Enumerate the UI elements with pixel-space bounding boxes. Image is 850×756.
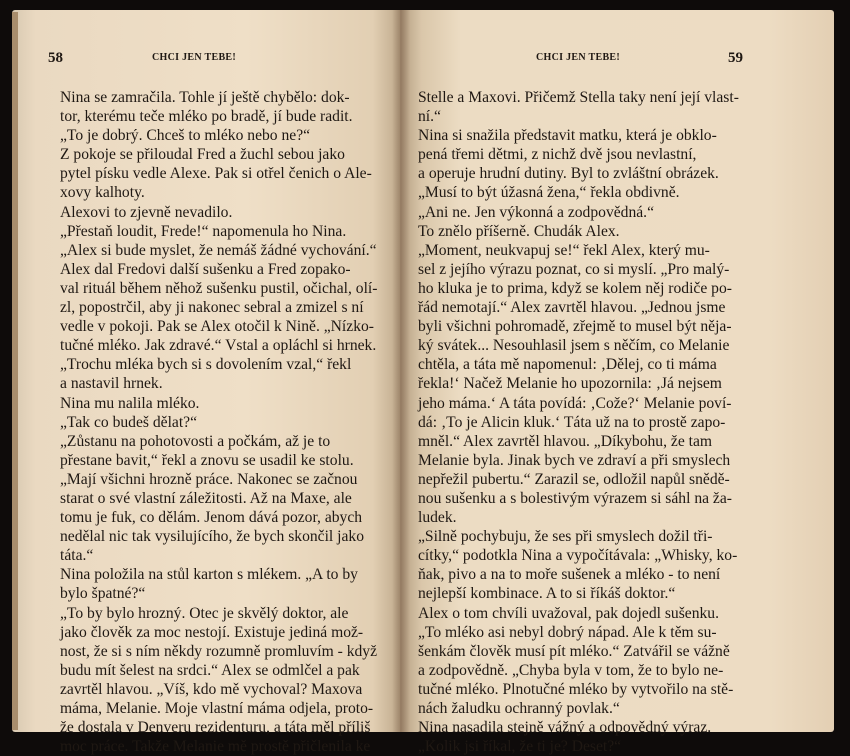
text-line: To znělo příšerně. Chudák Alex.: [418, 222, 620, 240]
right-page: [400, 10, 834, 756]
text-line: zl, popostrčil, aby ji nakonec sebral a zmizel s ní: [60, 299, 364, 317]
text-line: byli všichni pohromadě, zřejmě to musel být něja-: [418, 318, 732, 336]
right-page-text: [418, 88, 739, 756]
text-line: „To mléko asi nebyl dobrý nápad. Ale k těm su-: [418, 623, 717, 641]
text-line: nách žaludku ochranný povlak.“: [418, 700, 620, 717]
text-line: Alexovi to zjevně nevadilo.: [60, 203, 233, 221]
text-line: máma, Melanie. Moje vlastní máma odjela, proto-: [60, 700, 374, 717]
text-line: cítky,“ podotkla Nina a vypočítávala: „Whisky, ko-: [418, 547, 738, 565]
text-line: „To by bylo hrozný. Otec je skvělý doktor, ale: [60, 604, 349, 622]
text-line: Nina si snažila představit matku, která je obklo-: [418, 127, 717, 145]
right-page-number: 59: [728, 50, 743, 66]
text-line: val rituál během něhož sušenku pustil, očichal, olí-: [60, 279, 378, 297]
right-running-head: CHCI JEN TEBE!: [536, 52, 621, 63]
text-line: „Silně pochybuju, že ses při smyslech dožil tři-: [418, 528, 713, 546]
left-page-edge: [12, 12, 18, 730]
text-line: tučné mléko. Plnotučné mléko by vytvořilo na stě-: [418, 680, 734, 698]
left-page-number: 58: [48, 50, 63, 66]
text-line: nou sušenku a s bolestivým výrazem si sáhl na ža-: [418, 489, 732, 507]
text-line: Z pokoje se přiloudal Fred a žuchl sebou jako: [60, 146, 345, 164]
text-line: chtěla, a táta mě napomenul: ‚Dělej, co ti máma: [418, 356, 717, 374]
text-line: ludek.: [418, 509, 457, 527]
text-line: xovy kalhoty.: [60, 184, 145, 202]
left-running-head: CHCI JEN TEBE!: [152, 52, 237, 63]
text-line: a zodpovědně. „Chyba byla v tom, že to bylo ne-: [418, 661, 724, 679]
text-line: „Mají všichni hrozně práce. Nakonec se začnou: [60, 470, 358, 488]
text-line: řekla!‘ Načež Melanie ho upozornila: ‚Já nejsem: [418, 375, 722, 393]
text-line: „Alex si bude myslet, že nemáš žádné vychování.“: [60, 241, 377, 259]
text-line: ní.“: [418, 108, 441, 126]
text-line: Alex o tom chvíli uvažoval, pak dojedl sušenku.: [418, 604, 719, 622]
text-line: dá: ‚To je Alicin kluk.‘ Táta už na to prostě zapo-: [418, 413, 726, 431]
text-line: moc práce. Takže Melanie mě prostě přičlenila ke: [60, 738, 371, 756]
text-line: Nina položila na stůl karton s mlékem. „A to by: [60, 566, 358, 584]
text-line: pená třemi dětmi, z nichž dvě jsou nevlastní,: [418, 146, 697, 164]
book-spread: [8, 10, 838, 756]
text-line: nost, že si s ním někdy rozumně promluvím - když: [60, 642, 378, 660]
text-line: nedělal nic tak vysilujícího, že bych skončil jako: [60, 528, 364, 546]
text-line: že dostala v Denveru rezidenturu, a táta měl příliš: [60, 719, 371, 737]
text-line: Melanie byla. Jinak bych ve zdraví a při smyslech: [418, 451, 731, 469]
text-line: ho kluka je to prima, když se kolem něj rodiče po-: [418, 279, 732, 297]
text-line: „Tak co budeš dělat?“: [60, 413, 198, 431]
text-line: „Musí to být úžasná žena,“ řekla obdivně.: [418, 184, 680, 202]
text-line: přestane bavit,“ řekl a znovu se usadil ke stolu.: [60, 451, 354, 469]
text-line: jako člověk za moc nestojí. Existuje jediná mož-: [60, 623, 364, 641]
text-line: jeho máma.‘ A táta povídá: ‚Cože?‘ Melanie poví-: [418, 394, 732, 412]
left-page-text: [60, 88, 377, 756]
left-page: [12, 10, 404, 756]
text-line: Alex dal Fredovi další sušenku a Fred zopako-: [60, 260, 351, 278]
text-line: šenkám člověk musí pít mléko.“ Zatvářil se vážně: [418, 642, 730, 660]
text-line: „Ani ne. Jen výkonná a zodpovědná.“: [418, 203, 654, 221]
text-line: „To je dobrý. Chceš to mléko nebo ne?“: [60, 127, 311, 145]
text-line: táta.“: [60, 547, 94, 565]
text-line: „Trochu mléka bych si s dovolením vzal,“ řekl: [60, 356, 352, 374]
text-line: tomu je fuk, co dělám. Jenom dává pozor, abych: [60, 509, 363, 527]
text-line: starat o své vlastní záležitosti. Až na Maxe, ale: [60, 489, 352, 507]
text-line: Nina se zamračila. Tohle jí ještě chybělo: dok-: [60, 89, 350, 106]
text-line: nepřežil pubertu.“ Zarazil se, odložil napůl snědě-: [418, 470, 730, 488]
text-line: nejlepší kombinace. A to si říkáš doktor.“: [418, 585, 676, 603]
text-line: a nastavil hrnek.: [60, 375, 163, 393]
text-line: pytel písku vedle Alexe. Pak si otřel čenich o Ale-: [60, 165, 372, 183]
text-line: sel z jejího výrazu poznat, co si myslí. „Pro malý-: [418, 260, 730, 278]
text-line: řád nemotají.“ Alex zavrtěl hlavou. „Jednou jsme: [418, 299, 726, 317]
text-line: „Kolik jsi říkal, že ti je? Deset?“: [418, 738, 622, 756]
text-line: tučné mléko. Jak zdravé.“ Vstal a opláchl si hrnek.: [60, 337, 377, 355]
text-line: ňak, pivo a na to moře sušenek a mléko - to není: [418, 566, 721, 584]
text-line: tor, kterému teče mléko po bradě, jí bude radit.: [60, 108, 353, 126]
text-line: „Přestaň loudit, Frede!“ napomenula ho Nina.: [60, 222, 347, 240]
text-line: „Moment, neukvapuj se!“ řekl Alex, který mu-: [418, 241, 710, 259]
text-line: budu mít šelest na srdci.“ Alex se odmlčel a pak: [60, 661, 360, 679]
text-line: Nina mu nalila mléko.: [60, 394, 200, 412]
text-line: zavrtěl hlavou. „Víš, kdo mě vychoval? Maxova: [60, 680, 363, 698]
book-gutter: [392, 10, 410, 732]
text-line: a operuje hrudní dutiny. Byl to zvláštní obrázek.: [418, 165, 719, 183]
text-line: mněl.“ Alex zavrtěl hlavou. „Díkybohu, že tam: [418, 432, 713, 450]
text-line: Stelle a Maxovi. Přičemž Stella taky není její vlast-: [418, 89, 739, 106]
text-line: „Zůstanu na pohotovosti a počkám, až je to: [60, 432, 331, 450]
text-line: vedle v pokoji. Pak se Alex otočil k Nině. „Nízko-: [60, 318, 374, 336]
text-line: ký svátek... Nesouhlasil jsem s něčím, co Melanie: [418, 337, 730, 355]
text-line: bylo špatné?“: [60, 585, 146, 603]
text-line: Nina nasadila stejně vážný a odpovědný výraz.: [418, 719, 712, 737]
